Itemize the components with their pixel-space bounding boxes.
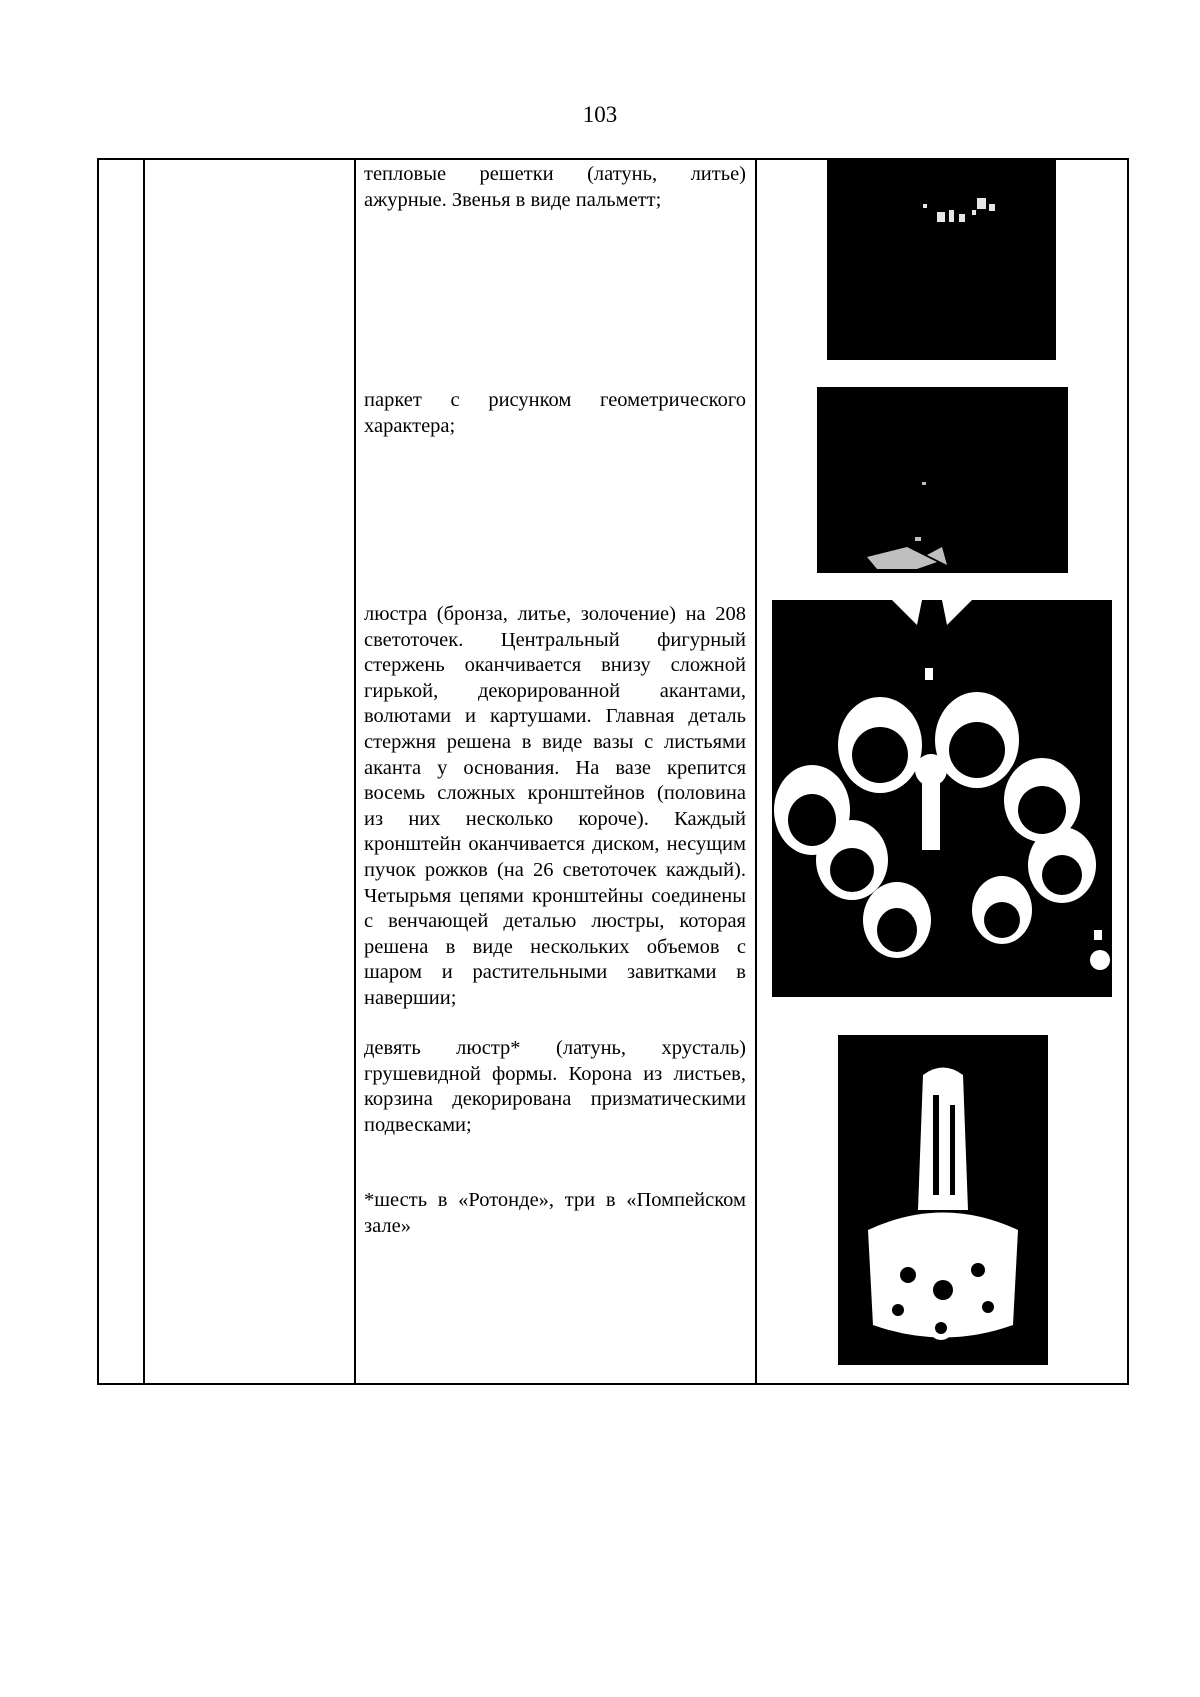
entry-text-crystal-chandeliers: девять люстр* (латунь, хрусталь) грушевидной формы. Корона из листьев, корзина декорирована призматическими подвесками; — [364, 1037, 746, 1136]
table-column-divider — [755, 160, 757, 1383]
entry-text-heating-grilles: тепловые решетки (латунь, литье) ажурные. Звенья в виде пальметт; — [364, 163, 746, 211]
table-column-divider — [143, 160, 145, 1383]
bronze-chandelier-photo — [772, 600, 1112, 997]
entry-text-bronze-chandelier: люстра (бронза, литье, золочение) на 208 светоточек. Центральный фигурный стержень оканчивается внизу сложной гирькой, декорированной акантами, волютами и картушами. Главная деталь стержня решена в виде вазы с листьями аканта у основания. На вазе крепится восемь сложных кронштейнов (половина из них несколько короче). Каждый кронштейн оканчивается диском, несущим пучок рожков (на 26 светоточек каждый). Четырьмя цепями кронштейны соединены с венчающей деталью люстры, которая решена в виде нескольких объемов с шаром и растительными завитками в навершии; — [364, 603, 746, 1009]
table-column-divider — [354, 160, 356, 1383]
crystal-chandelier-photo — [838, 1035, 1048, 1365]
parquet-photo — [817, 387, 1068, 573]
footnote: *шесть в «Ротонде», три в «Помпейском зале» — [364, 1189, 746, 1237]
heating-grille-photo — [827, 160, 1056, 360]
entry-text-parquet: паркет с рисунком геометрического характера; — [364, 389, 746, 437]
page-number: 103 — [582, 102, 618, 127]
